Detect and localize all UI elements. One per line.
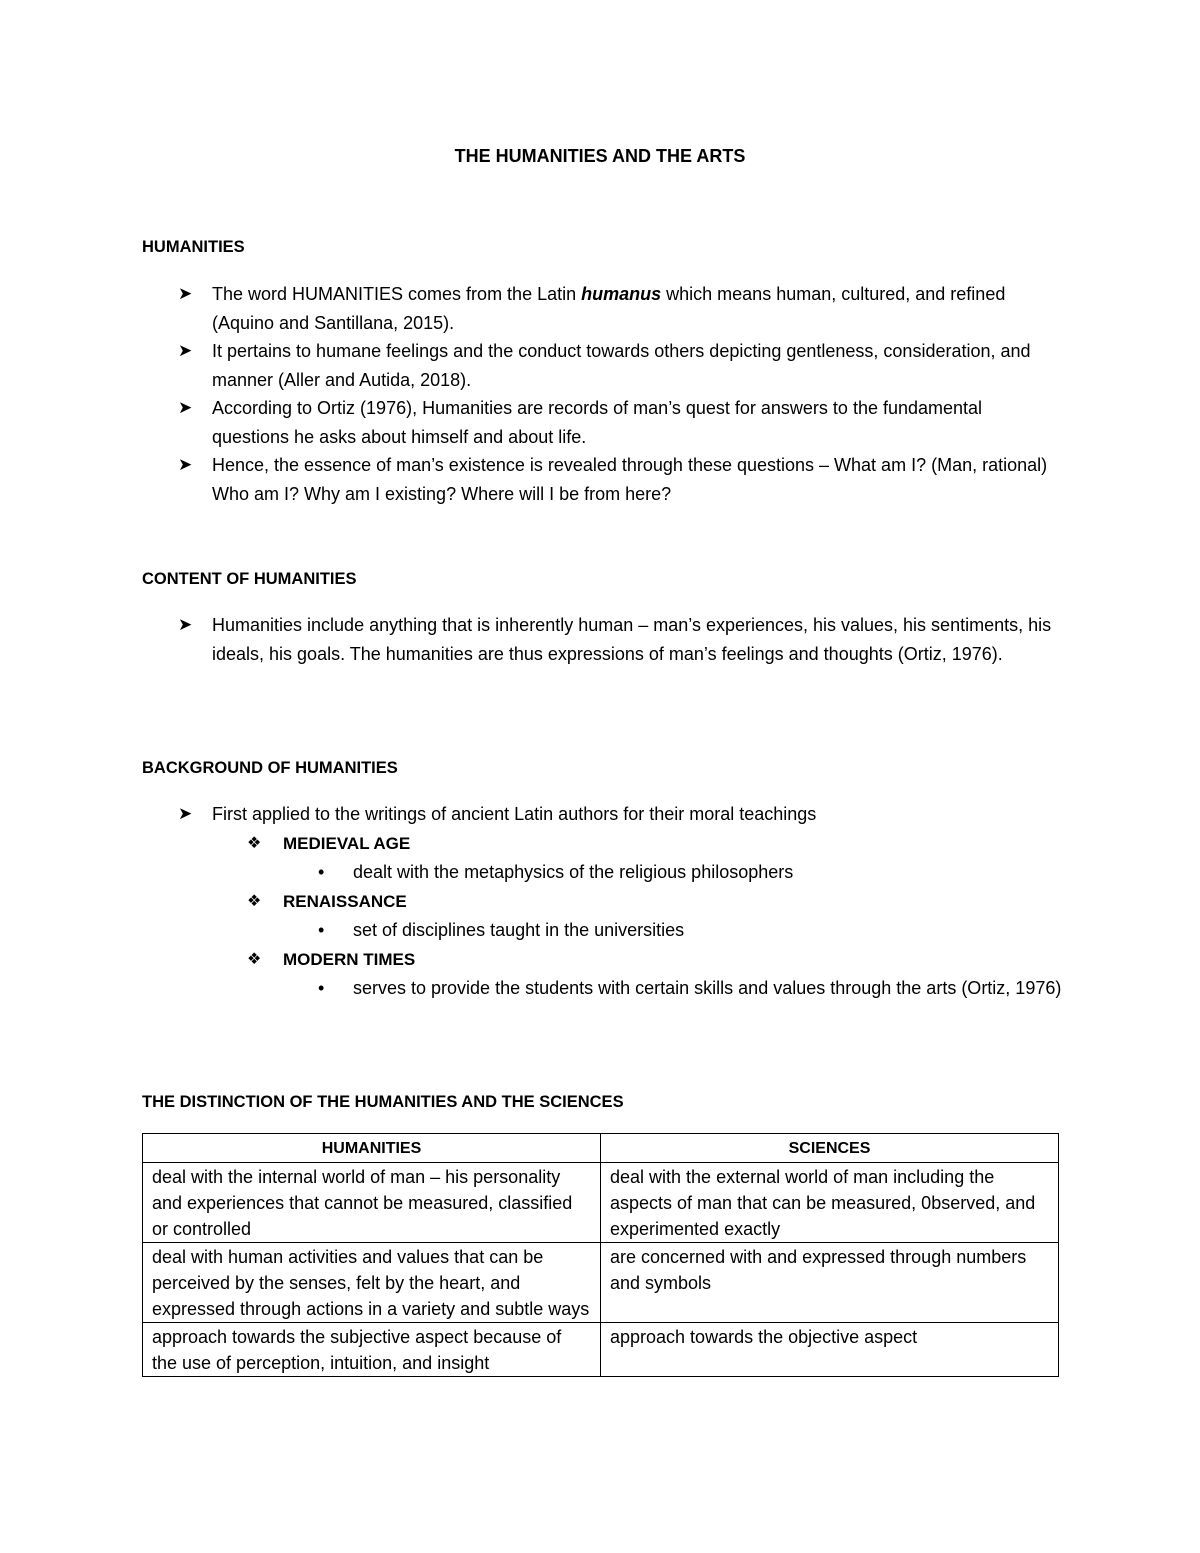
column-header-humanities: HUMANITIES <box>143 1134 601 1163</box>
section-heading-distinction: THE DISTINCTION OF THE HUMANITIES AND THE SCIENCES <box>142 1093 624 1111</box>
comparison-table <box>142 1133 1059 1377</box>
dot-bullet-icon: • <box>318 920 325 940</box>
table-row <box>143 1163 1059 1243</box>
era-detail: • set of disciplines taught in the universities <box>283 916 1062 945</box>
era-detail-list <box>283 858 1062 887</box>
list-item: ➤ First applied to the writings of ancient Latin authors for their moral teachings ❖ MEDIEVAL AGE • dealt with the metaphysics of the religious philosophers ❖ RENAISSANCE • set of disciplines taught in the universities ❖ MODERN TIMES • serves to provide the students with certain skills and values through the arts (Ortiz, 1976) <box>142 800 1062 1003</box>
table-cell: approach towards the subjective aspect because of the use of perception, intuition, and insight <box>143 1323 601 1377</box>
era-item: ❖ RENAISSANCE • set of disciplines taught in the universities <box>212 887 1062 945</box>
humanities-list <box>142 280 1062 508</box>
list-item: ➤ According to Ortiz (1976), Humanities are records of man’s quest for answers to the fundamental questions he asks about himself and about life. <box>142 394 1062 451</box>
list-item: ➤ Humanities include anything that is inherently human – man’s experiences, his values, his sentiments, his ideals, his goals. The humanities are thus expressions of man’s feelings and thoughts (Ortiz, 1976). <box>142 611 1062 668</box>
table-row <box>143 1323 1059 1377</box>
four-diamond-bullet-icon: ❖ <box>247 893 262 910</box>
era-detail: • serves to provide the students with certain skills and values through the arts (Ortiz, 1976) <box>283 974 1062 1003</box>
table-cell: approach towards the objective aspect <box>601 1323 1059 1377</box>
content-list <box>142 611 1062 668</box>
dot-bullet-icon: • <box>318 978 325 998</box>
section-heading-background: BACKGROUND OF HUMANITIES <box>142 759 398 777</box>
era-list <box>212 829 1062 1003</box>
latin-term: humanus <box>581 284 662 304</box>
arrow-bullet-icon: ➤ <box>178 398 193 417</box>
era-item: ❖ MEDIEVAL AGE • dealt with the metaphysics of the religious philosophers <box>212 829 1062 887</box>
arrow-bullet-icon: ➤ <box>178 804 193 823</box>
table-row <box>143 1243 1059 1323</box>
list-item: ➤ The word HUMANITIES comes from the Latin humanus which means human, cultured, and refined (Aquino and Santillana, 2015). <box>142 280 1062 337</box>
arrow-bullet-icon: ➤ <box>178 615 193 634</box>
list-item: ➤ Hence, the essence of man’s existence is revealed through these questions – What am I? (Man, rational) Who am I? Why am I existing? Where will I be from here? <box>142 451 1062 508</box>
column-header-sciences: SCIENCES <box>601 1134 1059 1163</box>
arrow-bullet-icon: ➤ <box>178 455 193 474</box>
arrow-bullet-icon: ➤ <box>178 341 193 360</box>
list-item: ➤ It pertains to humane feelings and the conduct towards others depicting gentleness, consideration, and manner (Aller and Autida, 2018). <box>142 337 1062 394</box>
table-cell: deal with the external world of man including the aspects of man that can be measured, 0bserved, and experimented exactly <box>601 1163 1059 1243</box>
era-detail-list <box>283 974 1062 1003</box>
table-cell: deal with the internal world of man – his personality and experiences that cannot be measured, classified or controlled <box>143 1163 601 1243</box>
era-detail-list <box>283 916 1062 945</box>
background-list <box>142 800 1062 1003</box>
era-detail: • dealt with the metaphysics of the religious philosophers <box>283 858 1062 887</box>
four-diamond-bullet-icon: ❖ <box>247 951 262 968</box>
table-header-row <box>143 1134 1059 1163</box>
section-heading-content: CONTENT OF HUMANITIES <box>142 570 357 588</box>
dot-bullet-icon: • <box>318 862 325 882</box>
section-heading-humanities: HUMANITIES <box>142 238 245 256</box>
arrow-bullet-icon: ➤ <box>178 284 193 303</box>
table-cell: deal with human activities and values that can be perceived by the senses, felt by the heart, and expressed through actions in a variety and subtle ways <box>143 1243 601 1323</box>
era-item: ❖ MODERN TIMES • serves to provide the students with certain skills and values through the arts (Ortiz, 1976) <box>212 945 1062 1003</box>
document-title: THE HUMANITIES AND THE ARTS <box>454 146 746 166</box>
four-diamond-bullet-icon: ❖ <box>247 835 262 852</box>
table-cell: are concerned with and expressed through numbers and symbols <box>601 1243 1059 1323</box>
